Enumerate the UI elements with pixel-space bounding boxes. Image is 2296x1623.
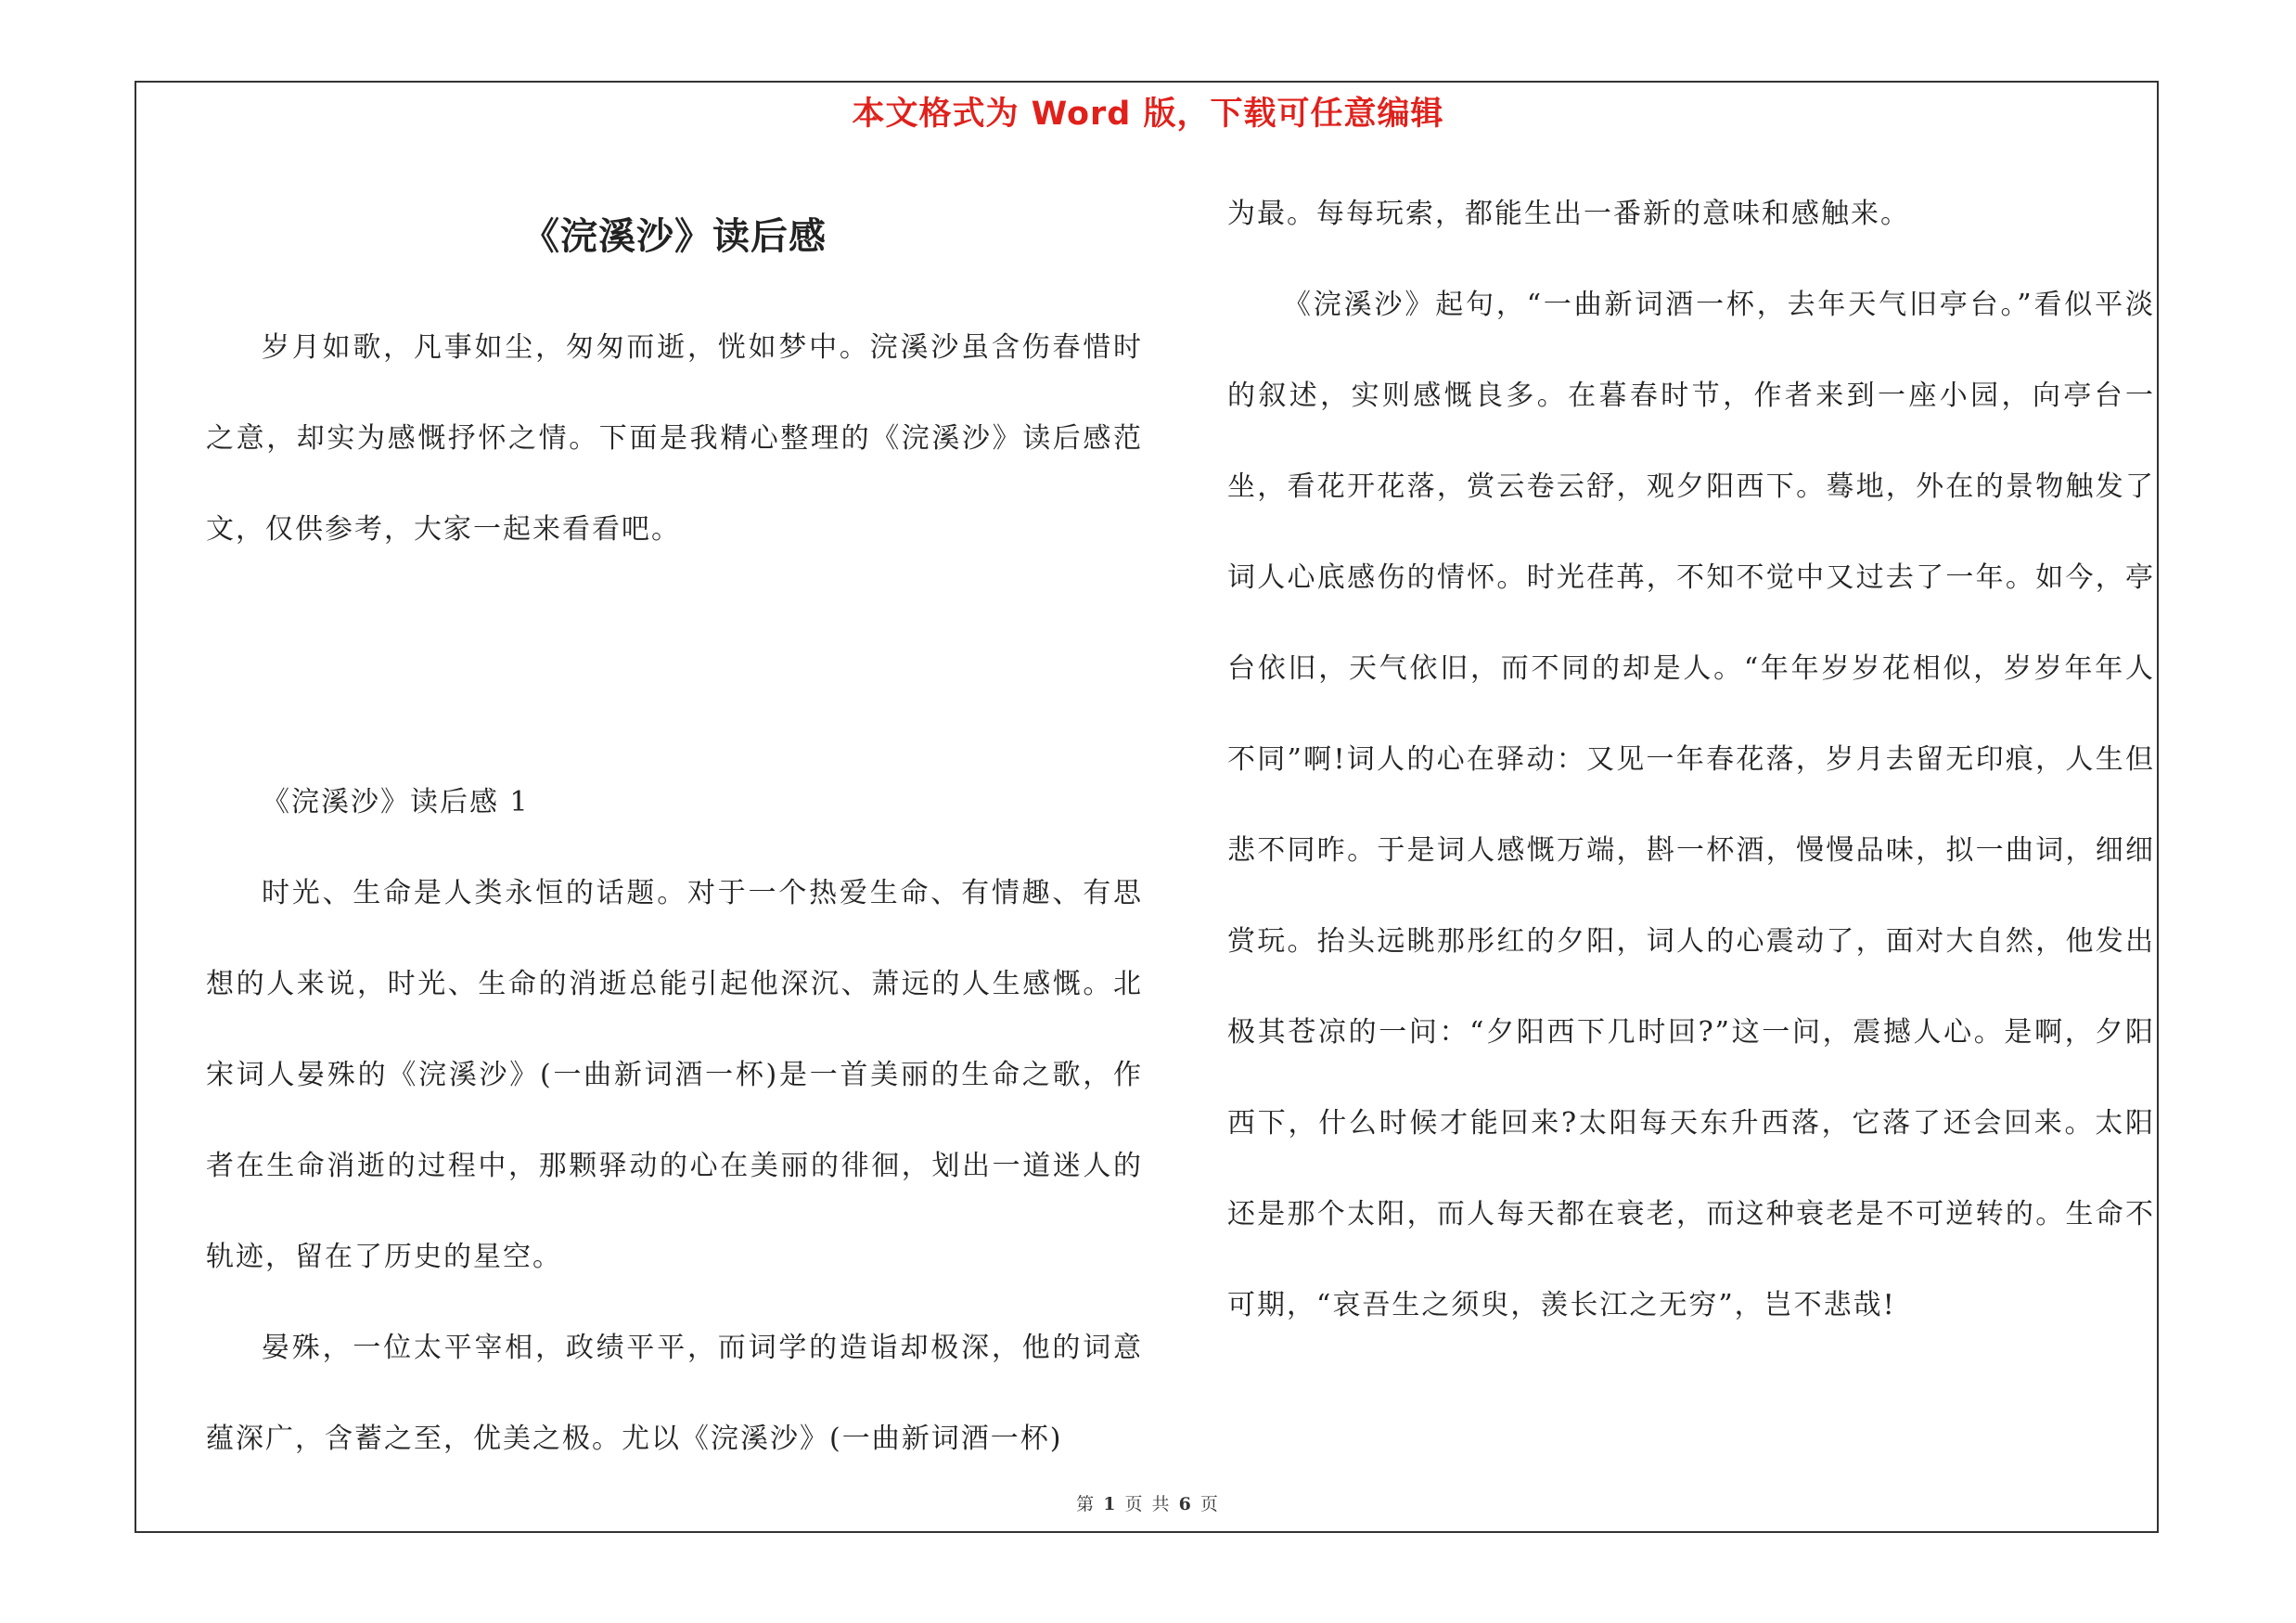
left-column	[206, 303, 1143, 1485]
word-format-banner: 本文格式为 Word 版，下载可任意编辑	[852, 96, 1444, 133]
footer-middle: 页 共	[1124, 1494, 1172, 1514]
blank-space	[206, 575, 1143, 757]
total-page-count: 6	[1178, 1494, 1193, 1514]
body-paragraph-1: 时光、生命是人类永恒的话题。对于一个热爱生命、有情趣、有思想的人来说，时光、生命的消逝总能引起他深沉、萧远的人生感慨。北宋词人晏殊的《浣溪沙》(一曲新词酒一杯)是一首美丽的生命之歌，作者在生命消逝的过程中，那颗驿动的心在美丽的徘徊，划出一道迷人的轨迹，留在了历史的星空。	[206, 877, 1143, 1273]
body-paragraph-2: 晏殊，一位太平宰相，政绩平平，而词学的造诣却极深，他的词意蕴深广，含蓄之至，优美之极。尤以《浣溪沙》(一曲新词酒一杯)	[206, 1332, 1143, 1455]
section-heading: 《浣溪沙》读后感 1	[262, 786, 530, 818]
body-paragraph-3: 《浣溪沙》起句，“一曲新词酒一杯，去年天气旧亭台。”看似平淡的叙述，实则感慨良多。在暮春时节，作者来到一座小园，向亭台一坐，看花开花落，赏云卷云舒，观夕阳西下。蓦地，外在的景物触发了词人心底感伤的情怀。时光荏苒，不知不觉中又过去了一年。如今，亭台依旧，天气依旧，而不同的却是人。“年年岁岁花相似，岁岁年年人不同”啊!词人的心在驿动：又见一年春花落，岁月去留无印痕，人生但悲不同昨。于是词人感慨万端，斟一杯酒，慢慢品味，拟一曲词，细细赏玩。抬头远眺那彤红的夕阳，词人的心震动了，面对大自然，他发出极其苍凉的一问：“夕阳西下几时回?”这一问，震撼人心。是啊，夕阳西下，什么时候才能回来?太阳每天东升西落，它落了还会回来。太阳还是那个太阳，而人每天都在衰老，而这种衰老是不可逆转的。生命不可期，“哀吾生之须臾，羡长江之无穷”，岂不悲哉!	[1227, 289, 2155, 1321]
intro-paragraph: 岁月如歌，凡事如尘，匆匆而逝，恍如梦中。浣溪沙虽含伤春惜时之意，却实为感慨抒怀之情。下面是我精心整理的《浣溪沙》读后感范文，仅供参考，大家一起来看看吧。	[206, 331, 1143, 546]
footer-suffix: 页	[1199, 1494, 1220, 1514]
paragraph-continuation: 为最。每每玩索，都能生出一番新的意味和感触来。	[1227, 198, 1910, 230]
current-page-number: 1	[1103, 1494, 1118, 1514]
right-column	[1227, 169, 2155, 1351]
document-title: 《浣溪沙》读后感	[522, 214, 827, 258]
page-footer	[0, 1490, 2296, 1515]
footer-prefix: 第	[1076, 1494, 1097, 1514]
